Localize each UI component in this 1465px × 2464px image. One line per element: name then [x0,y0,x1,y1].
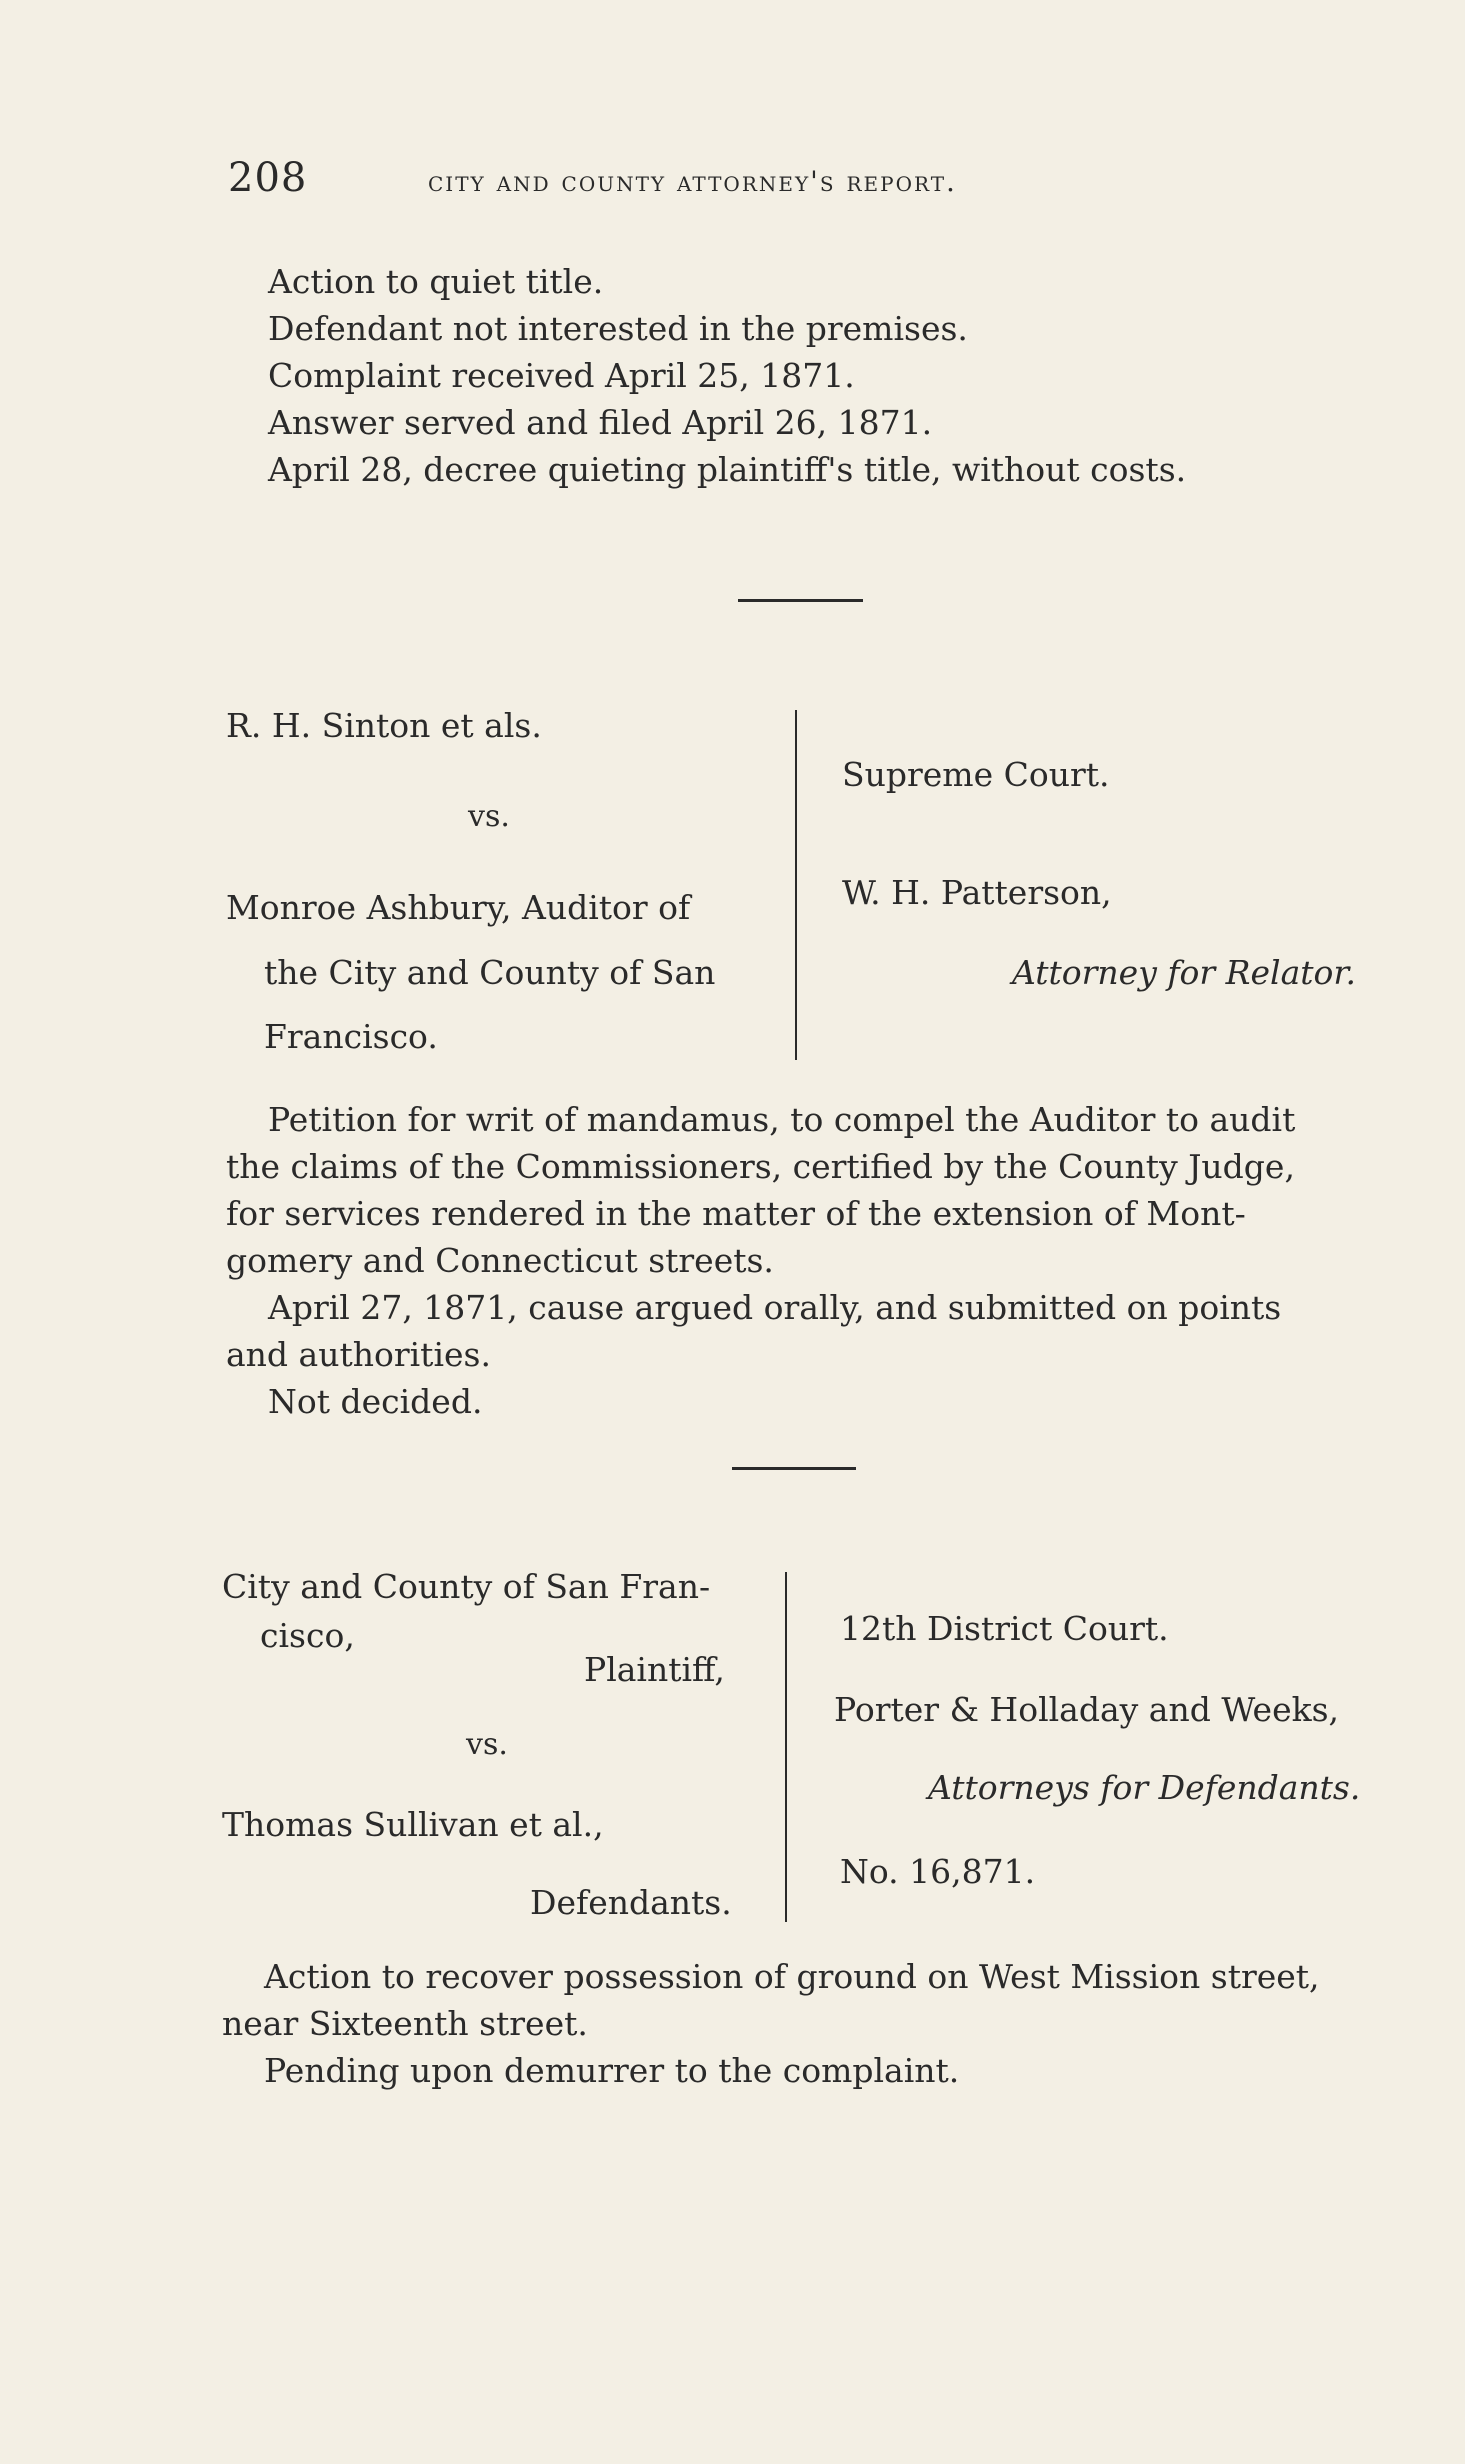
case1-note-line: Defendant not interested in the premises. [268,309,968,348]
case2-defendant-line: Monroe Ashbury, Auditor of [226,888,691,927]
case3-versus: vs. [466,1727,508,1762]
note-line: Pending upon demurrer to the complaint. [264,2051,960,2090]
case1-note-line: Answer served and filed April 26, 1871. [268,403,933,442]
case3-attorneys-role: Attorneys for Defendants. [928,1768,1361,1807]
case2-attorney: W. H. Patterson, [842,873,1112,912]
section-divider [738,599,863,602]
case3-notes [222,1953,1372,2094]
case2-court: Supreme Court. [842,755,1110,794]
case3-plaintiff-line: cisco, [260,1616,355,1655]
case1-note-line: Complaint received April 25, 1871. [268,356,855,395]
note-line: the claims of the Commissioners, certified by the County Judge, [226,1147,1295,1186]
page-header [228,155,1248,205]
note-line: near Sixteenth street. [222,2004,588,2043]
case2-attorney-role: Attorney for Relator. [1012,953,1357,992]
case3-court: 12th District Court. [840,1609,1169,1648]
case2-notes [226,1096,1366,1425]
note-line: Petition for writ of mandamus, to compel the Auditor to audit [268,1100,1296,1139]
note-line: Not decided. [268,1382,483,1421]
note-line: and authorities. [226,1335,491,1374]
case1-note-line: Action to quiet title. [268,262,604,301]
case1-notes [268,258,1186,493]
case3-brace [785,1572,787,1922]
case2-defendant-line: the City and County of San [264,953,716,992]
page-number: 208 [228,155,308,201]
case2-versus: vs. [468,799,510,834]
section-divider [732,1467,856,1470]
note-line: April 27, 1871, cause argued orally, and submitted on points [268,1288,1282,1327]
note-line: for services rendered in the matter of the extension of Mont- [226,1194,1246,1233]
case2-defendant-line: Francisco. [264,1017,438,1056]
case3-plaintiff-line: City and County of San Fran- [222,1567,711,1606]
case3-defendant: Thomas Sullivan et al., [222,1805,604,1844]
case3-plaintiff-role: Plaintiff, [584,1650,725,1689]
note-line: gomery and Connecticut streets. [226,1241,774,1280]
note-line: Action to recover possession of ground on West Mission street, [264,1957,1320,1996]
case2-brace [795,710,797,1060]
case3-attorneys: Porter & Holladay and Weeks, [834,1690,1340,1729]
case2-plaintiff: R. H. Sinton et als. [226,706,542,745]
case3-case-number: No. 16,871. [840,1852,1036,1891]
case1-note-line: April 28, decree quieting plaintiff's title, without costs. [268,450,1187,489]
running-head: city and county attorney's report. [428,165,957,198]
case3-defendant-role: Defendants. [530,1883,732,1922]
